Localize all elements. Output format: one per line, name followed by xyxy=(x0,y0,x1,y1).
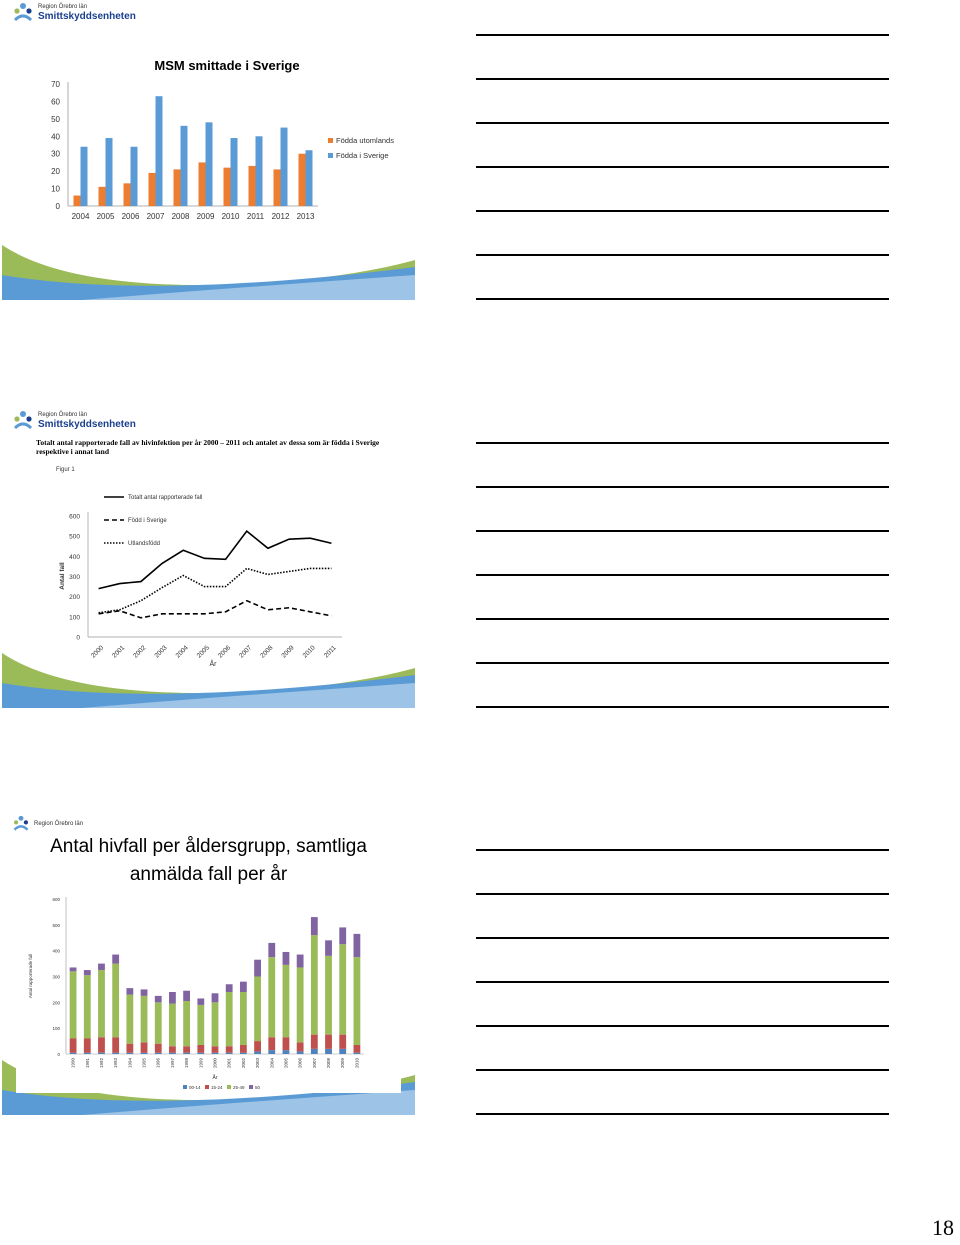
stacked-segment-15-24 xyxy=(254,1041,261,1051)
stacked-segment-50 xyxy=(325,940,332,956)
stacked-segment-00-14 xyxy=(155,1053,162,1054)
stacked-segment-00-14 xyxy=(197,1053,204,1054)
note-line xyxy=(476,1069,889,1071)
x-tick-label: 2008 xyxy=(326,1058,332,1069)
y-tick-label: 0 xyxy=(57,1052,60,1057)
note-line xyxy=(476,618,889,620)
x-tick-label: 1991 xyxy=(84,1058,90,1069)
stacked-segment-25-49 xyxy=(141,996,148,1043)
y-tick-label: 400 xyxy=(69,553,80,561)
figure-label: Figur 1 xyxy=(56,467,75,473)
y-tick-label: 200 xyxy=(52,1000,60,1006)
y-tick-label: 70 xyxy=(51,80,60,89)
x-tick-label: 1992 xyxy=(98,1058,104,1069)
stacked-segment-00-14 xyxy=(311,1049,318,1054)
y-tick-label: 500 xyxy=(52,922,60,928)
x-tick-label: 2013 xyxy=(296,212,315,221)
x-tick-label: 2001 xyxy=(226,1058,232,1069)
bar-fodda-utomlands xyxy=(249,166,256,206)
stacked-segment-00-14 xyxy=(268,1050,275,1054)
stacked-segment-00-14 xyxy=(126,1053,133,1054)
x-tick-label: 1997 xyxy=(169,1058,175,1069)
note-line xyxy=(476,1113,889,1115)
stacked-segment-25-49 xyxy=(126,995,133,1044)
stacked-segment-50 xyxy=(283,952,290,965)
stacked-segment-50 xyxy=(183,991,190,1001)
region-name: Region Örebro län xyxy=(38,412,88,418)
stacked-segment-15-24 xyxy=(112,1037,119,1053)
legend-label: Födda utomlands xyxy=(336,136,394,145)
legend-label: Totalt antal rapporterade fall xyxy=(128,495,203,501)
y-tick-label: 0 xyxy=(76,634,80,642)
x-tick-label: 2004 xyxy=(269,1058,275,1069)
x-tick-label: 2009 xyxy=(340,1058,346,1069)
y-tick-label: 300 xyxy=(52,974,60,980)
stacked-segment-00-14 xyxy=(169,1053,176,1054)
stacked-segment-00-14 xyxy=(353,1053,360,1054)
bar-fodda-utomlands xyxy=(299,154,306,206)
stacked-segment-25-49 xyxy=(254,977,261,1042)
legend-swatch xyxy=(183,1085,187,1089)
stacked-segment-15-24 xyxy=(98,1037,105,1053)
stacked-segment-50 xyxy=(297,955,304,968)
y-tick-label: 10 xyxy=(51,184,60,194)
x-tick-label: 2007 xyxy=(146,212,165,221)
slide-3-title-line1: Antal hivfall per åldersgrupp, samtliga xyxy=(50,836,367,857)
x-tick-label: 2000 xyxy=(89,644,106,660)
x-tick-label: 2002 xyxy=(132,644,148,660)
x-tick-label: 2008 xyxy=(259,644,275,660)
legend-swatch xyxy=(249,1085,253,1089)
stacked-segment-00-14 xyxy=(112,1053,119,1054)
y-tick-label: 600 xyxy=(69,513,80,521)
note-line xyxy=(476,78,889,80)
y-axis-label: Antal fall xyxy=(59,562,66,590)
x-tick-label: 2002 xyxy=(240,1058,246,1069)
y-tick-label: 0 xyxy=(55,202,60,211)
x-tick-label: 2005 xyxy=(283,1058,289,1069)
bar-fodda-i-sverige xyxy=(281,128,288,206)
stacked-segment-25-49 xyxy=(112,964,119,1038)
x-tick-label: 2001 xyxy=(111,644,127,660)
x-tick-label: 1995 xyxy=(141,1058,147,1069)
bar-fodda-i-sverige xyxy=(81,147,88,206)
notes-area-3 xyxy=(476,815,889,1115)
bar-fodda-utomlands xyxy=(224,168,231,206)
slide-footer-wave xyxy=(2,245,415,300)
x-tick-label: 2011 xyxy=(322,644,338,660)
y-tick-label: 40 xyxy=(51,132,60,142)
stacked-segment-15-24 xyxy=(268,1037,275,1050)
legend-swatch xyxy=(227,1085,231,1089)
note-line xyxy=(476,893,889,895)
stacked-segment-25-49 xyxy=(353,957,360,1045)
unit-name: Smittskyddsenheten xyxy=(38,419,136,430)
bar-fodda-i-sverige xyxy=(231,138,238,206)
x-tick-label: 2011 xyxy=(246,212,265,221)
stacked-segment-00-14 xyxy=(98,1053,105,1054)
x-tick-label: 2006 xyxy=(216,644,233,660)
x-tick-label: 1990 xyxy=(70,1058,76,1069)
stacked-segment-25-49 xyxy=(325,956,332,1035)
x-tick-label: 1998 xyxy=(184,1058,190,1069)
x-tick-label: 2012 xyxy=(271,212,290,221)
y-tick-label: 500 xyxy=(69,533,80,541)
stacked-segment-25-49 xyxy=(311,935,318,1034)
x-tick-label: 2005 xyxy=(195,644,211,660)
region-name: Region Örebro län xyxy=(34,820,84,827)
stacked-segment-25-49 xyxy=(169,1004,176,1047)
stacked-segment-25-49 xyxy=(339,944,346,1034)
bar-fodda-i-sverige xyxy=(181,126,188,206)
stacked-segment-50 xyxy=(268,943,275,957)
x-tick-label: 2003 xyxy=(255,1058,261,1069)
bar-fodda-i-sverige xyxy=(256,136,263,206)
series-line-solid xyxy=(99,531,332,588)
stacked-segment-50 xyxy=(254,960,261,977)
region-name: Region Örebro län xyxy=(38,4,88,10)
stacked-segment-50 xyxy=(353,934,360,957)
x-tick-label: 2010 xyxy=(301,644,317,660)
legend-label: Utlandsfödd xyxy=(128,541,161,547)
note-line xyxy=(476,442,889,444)
stacked-segment-50 xyxy=(226,984,233,992)
legend-label: 15-24 xyxy=(211,1085,223,1090)
stacked-segment-15-24 xyxy=(339,1035,346,1049)
stacked-segment-15-24 xyxy=(183,1046,190,1052)
stacked-segment-25-49 xyxy=(70,971,77,1038)
bar-fodda-utomlands xyxy=(149,173,156,206)
stacked-segment-50 xyxy=(197,998,204,1004)
stacked-segment-50 xyxy=(126,988,133,994)
stacked-segment-50 xyxy=(141,989,148,995)
bar-fodda-i-sverige xyxy=(106,138,113,206)
y-tick-label: 30 xyxy=(51,149,60,159)
stacked-segment-15-24 xyxy=(155,1044,162,1053)
bar-fodda-utomlands xyxy=(274,169,281,206)
note-line xyxy=(476,706,889,708)
stacked-segment-00-14 xyxy=(226,1053,233,1054)
x-tick-label: 2006 xyxy=(121,212,140,221)
x-tick-label: 1993 xyxy=(113,1058,119,1069)
stacked-segment-15-24 xyxy=(84,1039,91,1053)
x-tick-label: 1999 xyxy=(198,1058,204,1069)
y-tick-label: 100 xyxy=(69,614,80,622)
stacked-segment-25-49 xyxy=(98,970,105,1037)
bar-fodda-i-sverige xyxy=(306,150,313,206)
stacked-segment-15-24 xyxy=(141,1042,148,1052)
stacked-segment-50 xyxy=(339,927,346,944)
x-tick-label: 2004 xyxy=(174,644,190,660)
slide-3-title-line2: anmälda fall per år xyxy=(129,864,288,885)
unit-name: Smittskyddsenheten xyxy=(38,11,136,22)
legend-label: 00-14 xyxy=(189,1085,201,1090)
stacked-segment-00-14 xyxy=(339,1049,346,1054)
stacked-segment-25-49 xyxy=(212,1002,219,1046)
stacked-segment-50 xyxy=(84,970,91,975)
stacked-segment-50 xyxy=(112,955,119,964)
stacked-segment-25-49 xyxy=(183,1001,190,1046)
note-line xyxy=(476,530,889,532)
y-tick-label: 400 xyxy=(52,948,60,954)
stacked-segment-00-14 xyxy=(141,1053,148,1054)
legend-label: 25-49 xyxy=(233,1085,245,1090)
stacked-segment-25-49 xyxy=(297,967,304,1042)
x-tick-label: 2003 xyxy=(153,644,169,660)
stacked-segment-50 xyxy=(240,982,247,992)
legend-swatch xyxy=(328,138,333,143)
stacked-segment-15-24 xyxy=(297,1042,304,1051)
page-number: 18 xyxy=(932,1215,954,1240)
stacked-segment-00-14 xyxy=(84,1053,91,1054)
note-line xyxy=(476,486,889,488)
stacked-segment-25-49 xyxy=(155,1002,162,1043)
stacked-segment-15-24 xyxy=(212,1046,219,1052)
stacked-segment-15-24 xyxy=(283,1037,290,1050)
bar-fodda-i-sverige xyxy=(131,147,138,206)
stacked-segment-00-14 xyxy=(325,1049,332,1054)
stacked-segment-50 xyxy=(155,996,162,1002)
x-tick-label: 2010 xyxy=(354,1058,360,1069)
legend-label: Född i Sverige xyxy=(128,518,167,524)
note-line xyxy=(476,122,889,124)
stacked-segment-15-24 xyxy=(311,1035,318,1049)
stacked-segment-15-24 xyxy=(325,1035,332,1049)
stacked-segment-00-14 xyxy=(297,1051,304,1054)
x-tick-label: 2009 xyxy=(196,212,215,221)
stacked-segment-00-14 xyxy=(183,1053,190,1054)
note-line xyxy=(476,34,889,36)
series-line-dotted xyxy=(99,568,332,612)
notes-area-1 xyxy=(476,0,889,300)
note-line xyxy=(476,210,889,212)
stacked-segment-00-14 xyxy=(212,1053,219,1054)
stacked-segment-25-49 xyxy=(268,957,275,1037)
y-tick-label: 60 xyxy=(51,97,60,107)
y-tick-label: 600 xyxy=(52,897,60,902)
x-tick-label: 2004 xyxy=(71,212,90,221)
stacked-segment-15-24 xyxy=(240,1045,247,1053)
stacked-segment-25-49 xyxy=(226,992,233,1046)
stacked-segment-25-49 xyxy=(84,975,91,1038)
x-tick-label: 2009 xyxy=(280,644,296,660)
x-axis-label: År xyxy=(209,661,217,668)
stacked-segment-00-14 xyxy=(70,1053,77,1054)
note-line xyxy=(476,981,889,983)
stacked-segment-50 xyxy=(311,917,318,935)
slide-2-title: Totalt antal rapporterade fall av hivinfektion per år 2000 – 2011 och antalet av dessa som är födda i Sverige respektive i annat land xyxy=(36,438,380,456)
stacked-segment-50 xyxy=(70,967,77,971)
note-line xyxy=(476,849,889,851)
bar-fodda-i-sverige xyxy=(156,96,163,206)
stacked-segment-25-49 xyxy=(240,992,247,1045)
y-axis-label: Antal rapporterade fall xyxy=(28,953,33,999)
y-tick-label: 100 xyxy=(52,1026,60,1032)
stacked-segment-50 xyxy=(98,964,105,970)
bar-fodda-utomlands xyxy=(199,162,206,206)
x-tick-label: 2005 xyxy=(96,212,115,221)
stacked-segment-15-24 xyxy=(169,1046,176,1052)
x-tick-label: 2007 xyxy=(238,644,254,660)
x-tick-label: 2008 xyxy=(171,212,190,221)
note-line xyxy=(476,574,889,576)
bar-fodda-utomlands xyxy=(74,196,81,206)
legend-label: Födda i Sverige xyxy=(336,151,389,160)
slide-3 xyxy=(2,815,415,1115)
y-tick-label: 20 xyxy=(51,167,60,177)
stacked-segment-00-14 xyxy=(283,1050,290,1054)
stacked-segment-15-24 xyxy=(70,1039,77,1053)
stacked-segment-25-49 xyxy=(197,1005,204,1045)
stacked-segment-50 xyxy=(212,993,219,1002)
x-tick-label: 2010 xyxy=(221,212,240,221)
stacked-segment-00-14 xyxy=(254,1051,261,1054)
age-group-stacked-chart xyxy=(2,815,415,1115)
slide-1 xyxy=(2,0,415,300)
stacked-segment-15-24 xyxy=(226,1046,233,1052)
legend-swatch xyxy=(328,153,333,158)
x-axis-label: År xyxy=(212,1075,218,1081)
note-line xyxy=(476,1025,889,1027)
x-tick-label: 2007 xyxy=(311,1058,317,1069)
stacked-segment-15-24 xyxy=(197,1045,204,1053)
slide-2 xyxy=(2,408,415,708)
x-tick-label: 1994 xyxy=(127,1058,133,1069)
note-line xyxy=(476,166,889,168)
note-line xyxy=(476,254,889,256)
x-tick-label: 2006 xyxy=(297,1058,303,1069)
legend-label: 50 xyxy=(255,1085,261,1090)
msm-bar-chart xyxy=(2,0,415,260)
stacked-segment-15-24 xyxy=(353,1045,360,1053)
stacked-segment-00-14 xyxy=(240,1053,247,1054)
x-tick-label: 1996 xyxy=(155,1058,161,1069)
note-line xyxy=(476,937,889,939)
legend-swatch xyxy=(205,1085,209,1089)
y-tick-label: 300 xyxy=(69,574,80,581)
stacked-segment-50 xyxy=(169,992,176,1004)
y-tick-label: 50 xyxy=(51,114,60,124)
slide-footer-wave xyxy=(2,653,415,708)
bar-fodda-utomlands xyxy=(124,183,131,206)
note-line xyxy=(476,662,889,664)
bar-fodda-i-sverige xyxy=(206,122,213,206)
bar-fodda-utomlands xyxy=(174,169,181,206)
stacked-segment-25-49 xyxy=(283,965,290,1037)
bar-fodda-utomlands xyxy=(99,187,106,206)
note-line xyxy=(476,298,889,300)
stacked-segment-15-24 xyxy=(126,1044,133,1053)
chart-title: MSM smittade i Sverige xyxy=(154,58,300,73)
x-tick-label: 2000 xyxy=(212,1058,218,1069)
notes-area-2 xyxy=(476,408,889,708)
y-tick-label: 200 xyxy=(69,594,80,602)
